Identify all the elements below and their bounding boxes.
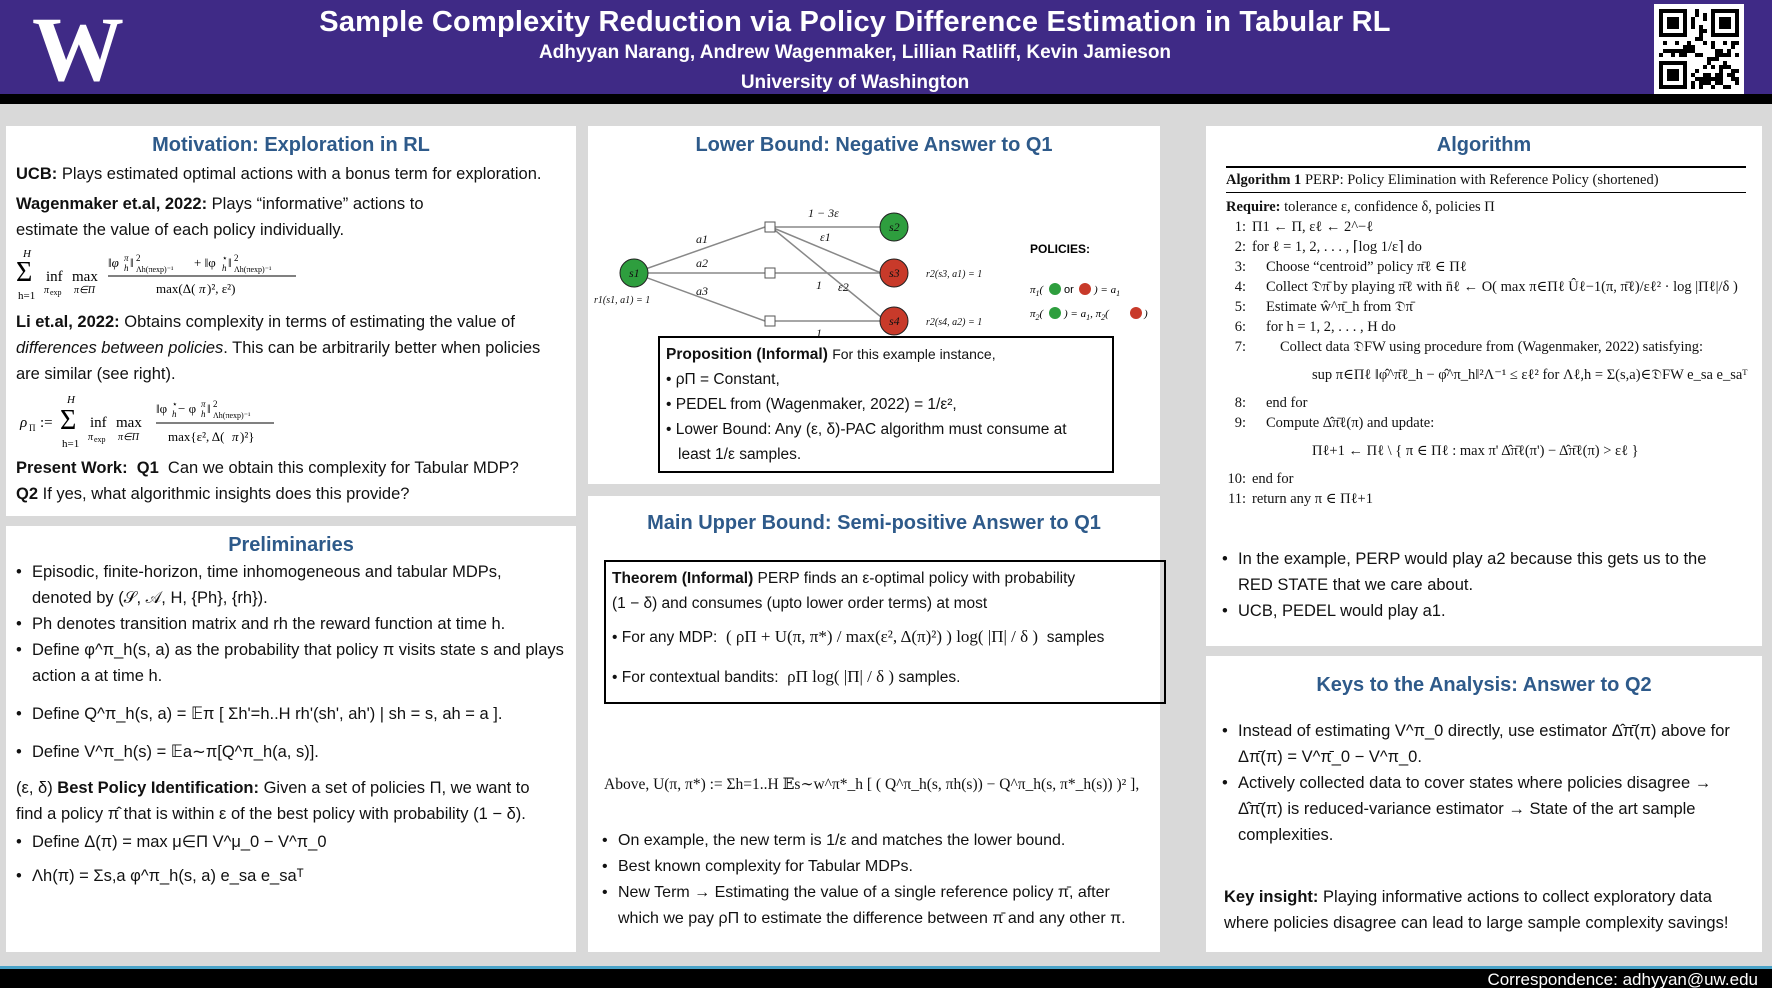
algorithm-line: 3: Choose “centroid” policy π̄ℓ ∈ Πℓ: [1234, 259, 1467, 275]
label-s1: s1: [629, 266, 640, 280]
algorithm-line: 8: end for: [1234, 395, 1308, 411]
correspondence-email[interactable]: Correspondence: adhyyan@uw.edu: [1487, 970, 1758, 988]
poster-authors: Adhyyan Narang, Andrew Wagenmaker, Lillian Ratliff, Kevin Jamieson: [538, 42, 1172, 63]
svg-text:h: h: [222, 263, 227, 273]
uw-logo-letter: W: [32, 4, 124, 90]
svg-text:‖: ‖: [130, 255, 134, 270]
algorithm-title: Algorithm: [1436, 134, 1532, 156]
rho-formula-graphic: [16, 387, 576, 451]
svg-text:π∈Π: π∈Π: [118, 432, 139, 443]
prelim-bullet-phi: • Define φ^π_h(s, a) as the probability that policy π visits state s and plays action a at time h.: [12, 637, 566, 689]
svg-text:or: or: [1064, 284, 1074, 296]
svg-text:h=1: h=1: [18, 290, 36, 302]
li-line-3: are similar (see right).: [16, 365, 176, 383]
keys-bullet-active: • Actively collected data to cover states where policies disagree → Δ̂π̄(π) is reduced-variance estimator → State of the art sample complexities.: [1218, 770, 1758, 848]
algorithm-line: 5: Estimate ŵ^π̄_h from 𝔇π̄: [1234, 299, 1413, 315]
svg-text::=: :=: [40, 415, 53, 431]
lower-bound-panel: [588, 126, 1160, 484]
svg-text:)², ε²): )², ε²): [207, 281, 236, 296]
ub-bullet-best: • Best known complexity for Tabular MDPs.: [598, 854, 1158, 880]
svg-text:exp: exp: [50, 288, 62, 297]
svg-text:) = a1: ) = $a_1$: [1094, 284, 1121, 298]
action-node-a1: [765, 222, 775, 232]
svg-text:max: max: [72, 269, 98, 285]
key-insight: Key insight: Playing informative actions to collect exploratory data where policies disagree can lead to large sample complexity savings!: [1224, 888, 1729, 932]
keys-panel: [1206, 656, 1762, 952]
svg-text:inf: inf: [46, 269, 63, 285]
label-one-mid: 1: [816, 278, 822, 292]
rho-formula: [16, 387, 566, 451]
prelim-bullet-q: • Define Q^π_h(s, a) = 𝔼π [ Σh'=h..H rh'(sh', ah') | sh = s, ah = a ].: [12, 701, 566, 727]
legend-green-dot: [1049, 283, 1061, 295]
svg-text:‖φ: ‖φ: [108, 255, 119, 270]
algorithm-line: 11: return any π ∈ Πℓ+1: [1228, 491, 1373, 507]
algorithm-line: 2: for ℓ = 1, 2, . . . , ⌈log 1/ε⌉ do: [1234, 239, 1422, 255]
svg-text:max{ε², Δ(: max{ε², Δ(: [168, 429, 225, 444]
svg-text:‖φ: ‖φ: [156, 401, 168, 416]
svg-text:Λh(πexp)⁻¹: Λh(πexp)⁻¹: [213, 411, 251, 420]
label-reward-1: r1(s1, a1) = 1: [594, 295, 651, 306]
prelim-bullet-delta: • Define Δ(π) = max μ∈Π V^μ_0 − V^π_0: [12, 829, 566, 855]
label-reward-2b: r2(s4, a2) = 1: [926, 317, 983, 328]
present-work-q1: Present Work: Q1 Can we obtain this complexity for Tabular MDP?: [16, 459, 519, 477]
svg-text:π: π: [44, 285, 50, 296]
uw-logo: [18, 4, 138, 90]
svg-text:inf: inf: [90, 415, 107, 431]
poster-affiliation: University of Washington: [740, 72, 970, 93]
svg-text:max: max: [116, 415, 142, 431]
svg-text:): ): [1144, 308, 1148, 320]
present-work-q2: Q2 If yes, what algorithmic insights does this provide?: [16, 485, 410, 503]
svg-text:) = a1, π2(: ) = $a_1$, $\pi_2$(: [1064, 308, 1109, 322]
li-line: Li et.al, 2022: Obtains complexity in terms of estimating the value of: [16, 313, 515, 331]
preliminaries-panel: [6, 526, 576, 952]
ub-bullet-example: • On example, the new term is 1/ε and matches the lower bound.: [598, 828, 1158, 854]
keys-title: Keys to the Analysis: Answer to Q2: [1316, 674, 1652, 696]
svg-text:max(Δ(: max(Δ(: [156, 281, 196, 296]
svg-text:h: h: [172, 409, 177, 419]
policies-heading: POLICIES:: [1030, 242, 1091, 256]
svg-text:π: π: [124, 253, 129, 263]
bpi-definition: (ε, δ) Best Policy Identification: Given a set of policies Π, we want to find a policy π̂ that is within ε of the best policy with probability (1 − δ).: [16, 779, 530, 823]
svg-text:π: π: [201, 399, 206, 409]
svg-text:‖: ‖: [228, 255, 232, 270]
algorithm-line: 7: Collect data 𝔇FW using procedure from (Wagenmaker, 2022) satisfying:: [1234, 339, 1704, 355]
prop-bullet-1: • ρΠ = Constant,: [666, 371, 780, 388]
legend-red-dot: [1079, 283, 1091, 295]
alg-bullet-perp: • In the example, PERP would play a2 because this gets us to the RED STATE that we care about.: [1218, 546, 1758, 598]
u-definition: Above, U(π, π*) := Σh=1..H 𝔼s∼w^π*_h [ ( Q^π_h(s, πh(s)) − Q^π_h(s, π*_h(s)) )² ],: [604, 776, 1140, 793]
svg-text:h: h: [201, 409, 206, 419]
action-node-a3: [765, 316, 775, 326]
svg-text:− φ: − φ: [178, 401, 197, 416]
mdp-example-diagram: [588, 157, 1160, 337]
theorem-box: Theorem (Informal) PERP finds an ε-optimal policy with probability (1 − δ) and consumes (upto lower order terms) at most • For any MDP: ( ρΠ + U(π, π*) / max(ε², Δ(π)²) ) log( |Π| / δ ) samples • For contextual bandits: ρΠ log( |Π| / δ ) samples.: [604, 560, 1166, 704]
svg-text:+ ‖φ: + ‖φ: [194, 255, 216, 270]
policy-legend: [1030, 283, 1148, 322]
qr-code[interactable]: [1654, 4, 1744, 94]
svg-text:h: h: [124, 263, 129, 273]
header-divider: [0, 94, 1772, 104]
svg-text:2: 2: [136, 253, 141, 263]
prelim-bullet-v: • Define V^π_h(s) = 𝔼a∼π[Q^π_h(a, s)].: [12, 739, 566, 765]
svg-text:π2(: $\pi_2$(: [1030, 308, 1044, 322]
policy-2-rule: π2() = a1, π2() = a2: [1030, 324, 1121, 336]
pedel-formula: [16, 243, 566, 305]
svg-text:π∈Π: π∈Π: [74, 285, 95, 296]
action-node-a2: [765, 268, 775, 278]
thm-bullet-cb: • For contextual bandits: ρΠ log( |Π| / δ ) samples.: [612, 667, 961, 686]
svg-text:π: π: [232, 429, 239, 444]
algorithm-line: 4: Collect 𝔇π̄ by playing π̄ℓ with n̄ℓ ← O( max π∈Πℓ Ûℓ−1(π, π̄ℓ)/εℓ² · log |Πℓ|/δ ): [1234, 279, 1738, 295]
svg-text:2: 2: [213, 399, 218, 409]
label-eps1: ε1: [820, 230, 831, 244]
algorithm-line: 10: end for: [1227, 471, 1294, 487]
upper-bound-title: Main Upper Bound: Semi-positive Answer to Q1: [647, 512, 1101, 534]
svg-text:Λh(πexp)⁻¹: Λh(πexp)⁻¹: [136, 265, 174, 274]
label-p-top: 1 − 3ε: [808, 206, 839, 220]
algorithm-line: sup π∈Πℓ ‖φ̂^π̄ℓ_h − φ̂^π_h‖²Λ⁻¹ ≤ εℓ² for Λℓ,h = Σ(s,a)∈𝔇FW e_sa e_saᵀ: [1312, 367, 1748, 383]
poster-title: Sample Complexity Reduction via Policy Difference Estimation in Tabular RL: [319, 6, 1391, 38]
algorithm-line: 9: Compute Δ̂π̄ℓ(π) and update:: [1234, 415, 1435, 431]
prelim-bullet-lambda: • Λh(π) = Σs,a φ^π_h(s, a) e_sa e_saᵀ: [12, 863, 566, 889]
keys-bullet-estimator: • Instead of estimating V^π_0 directly, use estimator Δ̂π̄(π) above for Δπ̄(π) = V^π̄_0 − V^π_0.: [1218, 718, 1758, 770]
svg-text:H: H: [67, 394, 75, 406]
svg-text:h=1: h=1: [62, 438, 80, 450]
algorithm-caption: Algorithm 1 PERP: Policy Elimination with Reference Policy (shortened): [1226, 166, 1746, 193]
algorithm-line: 6: for h = 1, 2, . . . , H do: [1234, 319, 1396, 335]
svg-text:)²}: )²}: [240, 429, 255, 444]
label-a1: a1: [696, 232, 708, 246]
svg-text:Σ: Σ: [60, 405, 77, 436]
svg-text:Π: Π: [29, 423, 36, 433]
svg-text:exp: exp: [94, 435, 106, 444]
proposition-box: Proposition (Informal) For this example instance, • ρΠ = Constant, • PEDEL from (Wagenmaker, 2022) = 1/ε², • Lower Bound: Any (ε, δ)-PAC algorithm must consume at least 1/ε samples.: [658, 336, 1114, 473]
preliminaries-title: Preliminaries: [228, 534, 354, 556]
algorithm-panel: [1206, 126, 1762, 646]
li-line-2: differences between policies. This can be arbitrarily better when policies: [16, 339, 541, 357]
prelim-bullet-transition: • Ph denotes transition matrix and rh the reward function at time h.: [12, 611, 566, 637]
label-one-bot: 1: [816, 326, 822, 337]
svg-text:⋆: ⋆: [172, 399, 178, 409]
wagenmaker-line: Wagenmaker et.al, 2022: Plays “informative” actions to: [16, 195, 424, 213]
pedel-formula-graphic: [16, 243, 576, 305]
ucb-line: UCB: Plays estimated optimal actions with a bonus term for exploration.: [16, 165, 542, 183]
svg-text:2: 2: [234, 253, 239, 263]
poster-header: [0, 0, 1772, 104]
label-a3: a3: [696, 284, 708, 298]
svg-text:π: π: [88, 432, 94, 443]
label-a2: a2: [696, 256, 708, 270]
algorithm-block: Algorithm 1 PERP: Policy Elimination with Reference Policy (shortened) Require: tolerance ε, confidence δ, policies Π 1: Π1 ← Π, εℓ ← 2^−ℓ 2: for ℓ = 1, 2, . . . , ⌈log 1/ε⌉ do 3: Choose “centroid” policy π̄ℓ ∈ Πℓ 4: Collect 𝔇π̄ by playing π̄ℓ with n̄ℓ ← O( max π∈Πℓ Ûℓ−1(π, π̄ℓ)/εℓ² · log |Πℓ|/δ ) 5: Estimate ŵ^π̄_h from 𝔇π̄ 6: for h = 1, 2, . . . , H do 7: Collect data 𝔇FW using procedure from (Wagenmaker, 2022) satisfying: sup π∈Πℓ ‖φ̂^π̄ℓ_h − φ̂^π_h‖²Λ⁻¹ ≤ εℓ² for Λℓ,h = Σ(s,a)∈𝔇FW e_sa e_saᵀ 8: end for 9: Compute Δ̂π̄ℓ(π) and update: Πℓ+1 ← Πℓ \ { π ∈ Πℓ : max π' Δ̂π̄ℓ(π') − Δ̂π̄ℓ(π) > εℓ } 10: end for 11: return any π ∈ Πℓ+1: [1226, 166, 1746, 509]
ub-bullet-newterm: • New Term → Estimating the value of a single reference policy π̄, after which we pay ρΠ to estimate the difference between π̄ and any other π.: [598, 880, 1158, 932]
upper-bound-panel: [588, 496, 1160, 952]
svg-text:π: π: [199, 281, 206, 296]
svg-text:‖: ‖: [207, 401, 211, 416]
prop-bullet-3b: least 1/ε samples.: [678, 446, 802, 463]
motivation-panel: [6, 126, 576, 516]
svg-text:Σ: Σ: [16, 257, 33, 288]
algorithm-line: Πℓ+1 ← Πℓ \ { π ∈ Πℓ : max π' Δ̂π̄ℓ(π') − Δ̂π̄ℓ(π) > εℓ }: [1312, 443, 1639, 459]
label-s3: s3: [889, 266, 900, 280]
lower-bound-title: Lower Bound: Negative Answer to Q1: [695, 134, 1053, 156]
poster-footer: [0, 966, 1772, 988]
svg-text:H: H: [23, 248, 31, 260]
algorithm-line: 1: Π1 ← Π, εℓ ← 2^−ℓ: [1234, 219, 1374, 235]
motivation-title: Motivation: Exploration in RL: [152, 134, 430, 156]
algorithm-lines: [1226, 217, 1746, 509]
svg-text:⋆: ⋆: [222, 253, 228, 263]
thm-bullet-mdp: • For any MDP: ( ρΠ + U(π, π*) / max(ε², Δ(π)²) ) log( |Π| / δ ) samples: [612, 627, 1105, 646]
svg-text:ρ: ρ: [20, 415, 28, 431]
alg-bullet-ucb: • UCB, PEDEL would play a1.: [1218, 598, 1758, 624]
svg-text:Λh(πexp)⁻¹: Λh(πexp)⁻¹: [234, 265, 272, 274]
label-s4: s4: [889, 314, 900, 328]
svg-text:π1(: $\pi_1$(: [1030, 284, 1044, 298]
prop-bullet-2: • PEDEL from (Wagenmaker, 2022) = 1/ε²,: [666, 396, 957, 413]
label-reward-2a: r2(s3, a1) = 1: [926, 269, 983, 280]
wagenmaker-line-2: estimate the value of each policy individually.: [16, 221, 345, 239]
prop-bullet-3: • Lower Bound: Any (ε, δ)-PAC algorithm must consume at: [666, 421, 1067, 438]
label-s2: s2: [889, 220, 900, 234]
label-eps2: ε2: [838, 280, 849, 294]
prelim-bullet-mdp: • Episodic, finite-horizon, time inhomogeneous and tabular MDPs, denoted by (𝒮, 𝒜, H, {Ph}, {rh}).: [12, 559, 566, 611]
